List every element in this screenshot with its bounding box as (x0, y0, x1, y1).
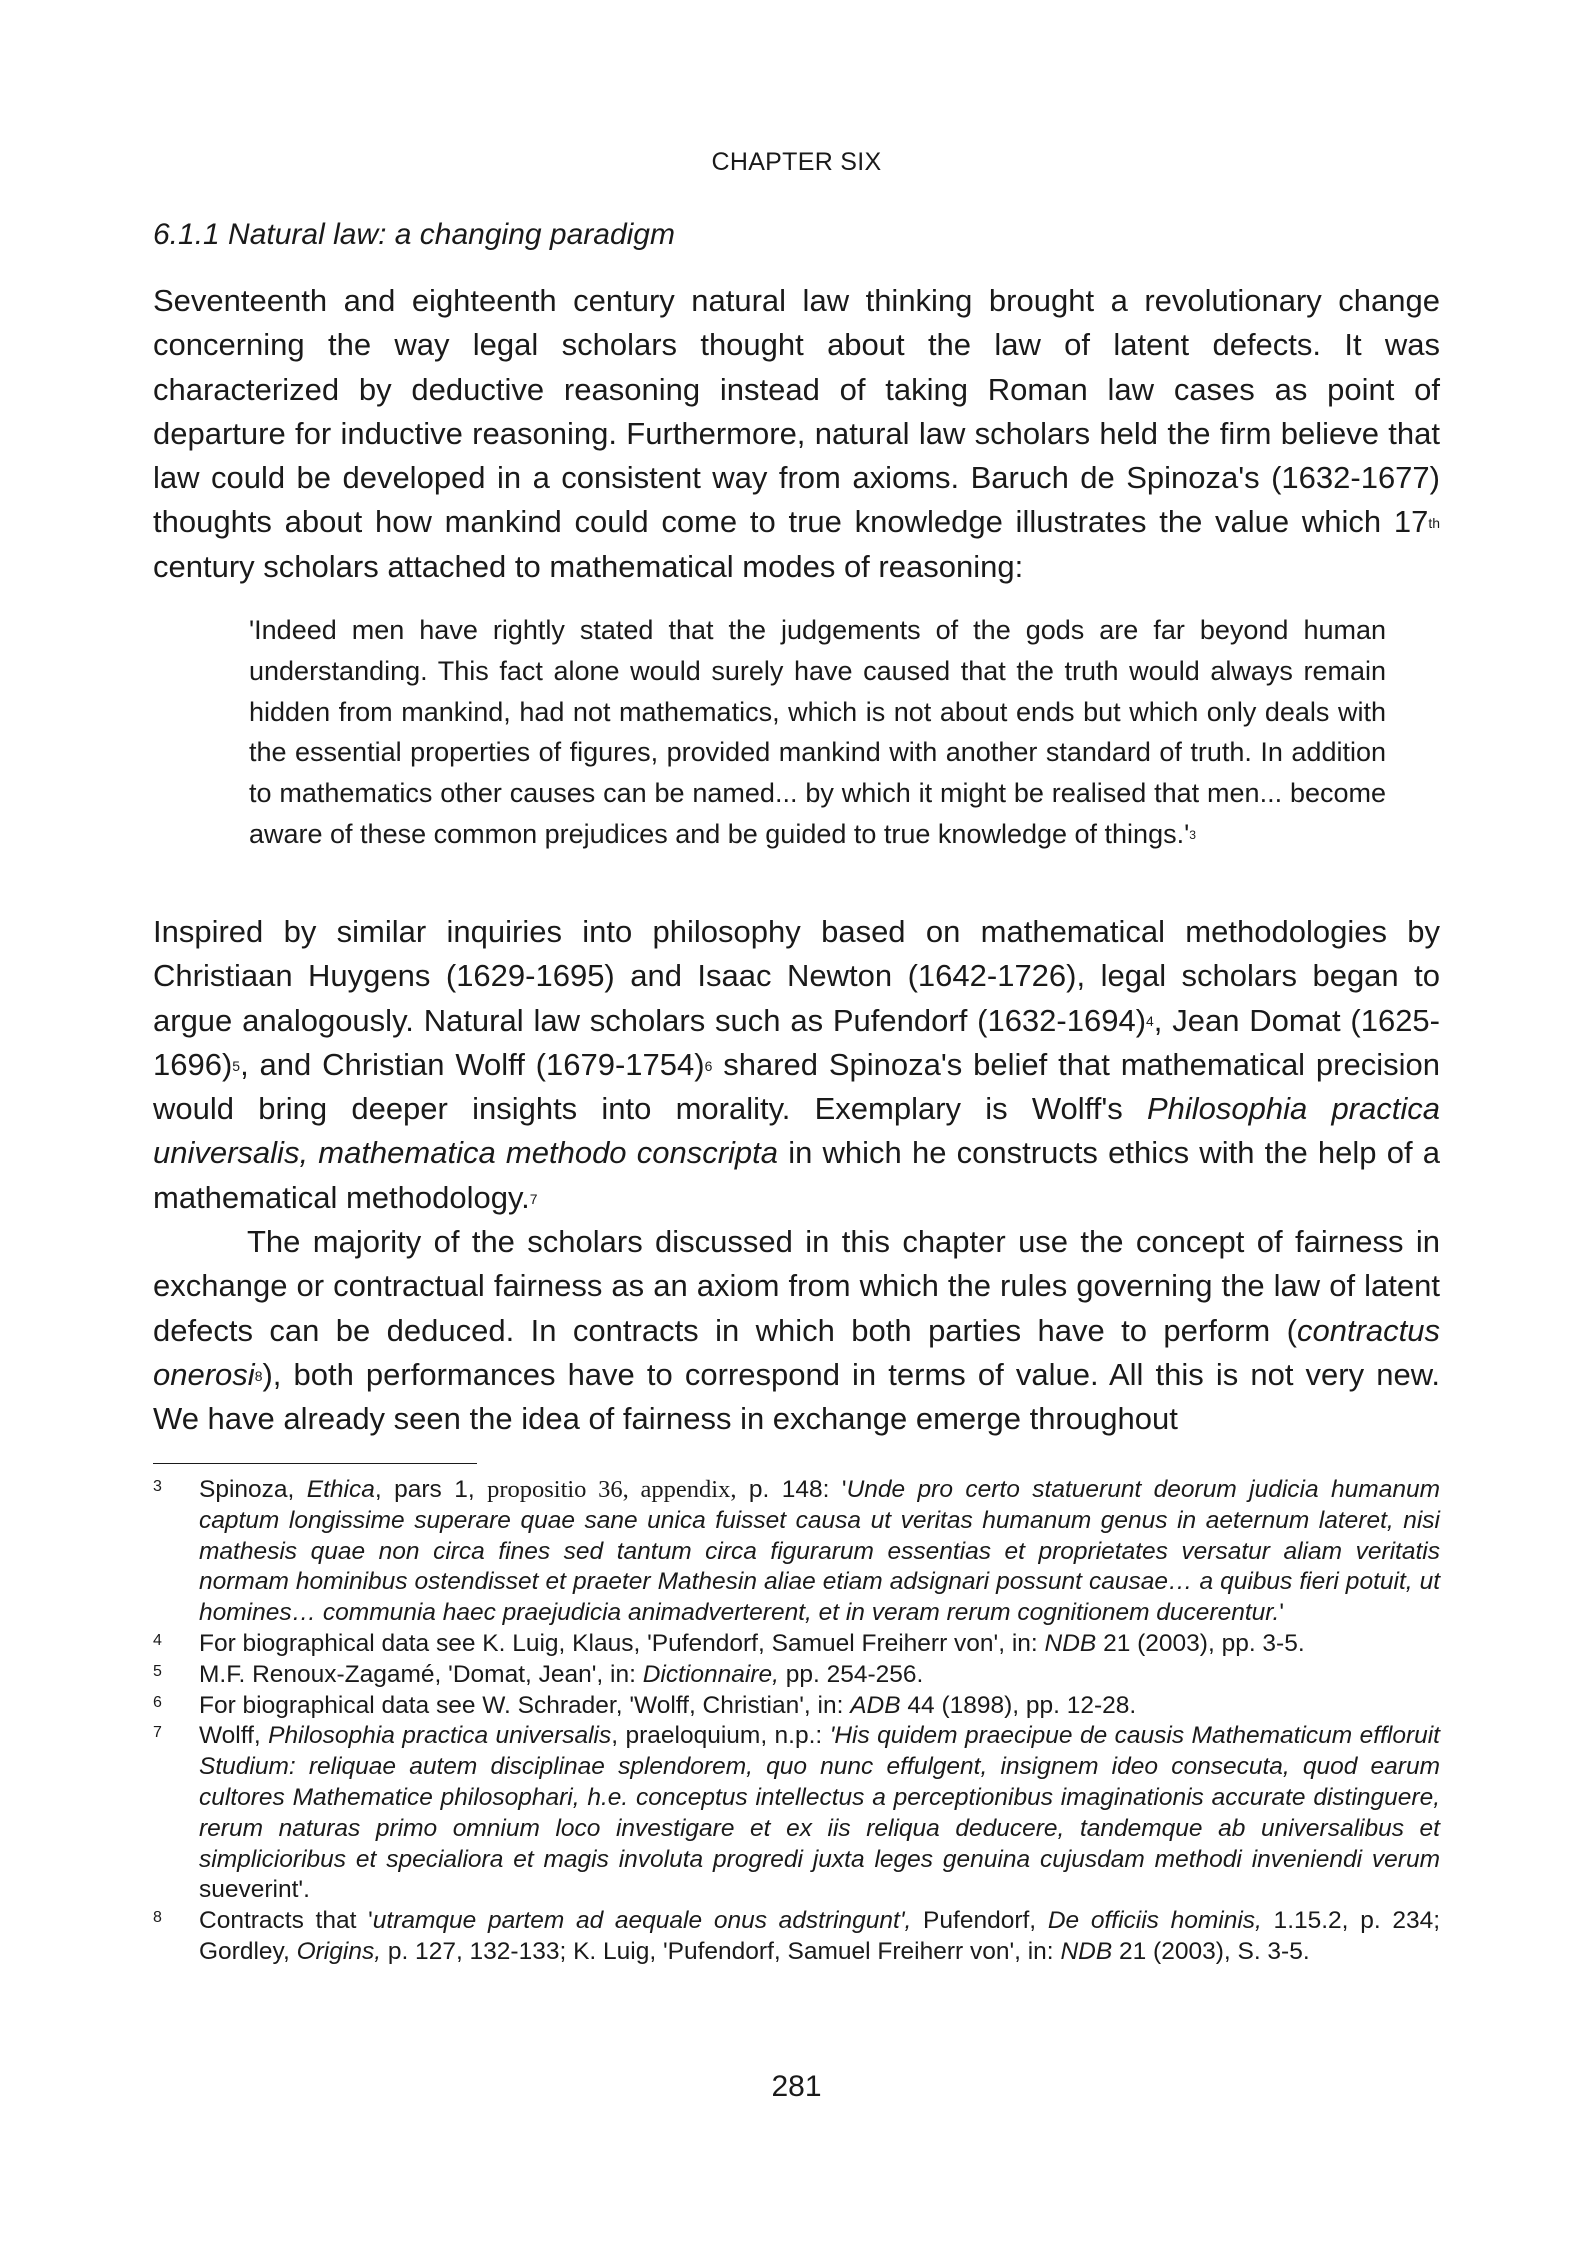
footnote-ref-4[interactable]: 4 (1146, 1013, 1154, 1030)
footnote-text: M.F. Renoux-Zagamé, 'Domat, Jean', in: Dictionnaire, pp. 254-256. (199, 1660, 924, 1688)
footnote-text: Wolff, Philosophia practica universalis, praeloquium, n.p.: 'His quidem praecipue de causis Mathematicum effloruit Studium: reliquae autem disciplinae splendorem, quo nunc effulgent, insignem ideo consecuta, quod earum cultores Mathematice philosophari, h.e. conceptus intellectus a perceptionibus imaginationis accurate distinguere, rerum naturas primo omnium loco investigare et ex iis reliqua deducere, tandemque ab universalibus et simplicioribus et specialiora et magis involuta progredi juxta leges genuina cujusdam methodi inveniendi verum sueverint'. (199, 1722, 1440, 1904)
footnote-number: 5 (153, 1662, 162, 1680)
footnote-text: For biographical data see K. Luig, Klaus, 'Pufendorf, Samuel Freiherr von', in: NDB 21 (2003), pp. 3-5. (199, 1629, 1305, 1657)
p2-text-b: , Jean Domat (1625-1696) (153, 1002, 1440, 1082)
body-paragraph-2 (153, 910, 1440, 1220)
p1-text-b: century scholars attached to mathematical modes of reasoning: (153, 548, 1024, 584)
running-head: CHAPTER SIX (711, 148, 882, 176)
footnote-4 (153, 1629, 1440, 1660)
footnote-7 (153, 1721, 1440, 1906)
book-page (153, 0, 1440, 2250)
footnote-number: 3 (153, 1478, 162, 1495)
body-paragraph-3 (153, 1220, 1440, 1441)
footnote-3 (153, 1475, 1440, 1629)
quote-text: 'Indeed men have rightly stated that the judgements of the gods are far beyond human understanding. This fact alone would surely have caused that the truth would always remain hidden from mankind, had not mathematics, which is not about ends but which only deals with the essential properties of figures, provided mankind with another standard of truth. In addition to mathematics other causes can be named... by which it might be realised that men... become aware of these common prejudices and be guided to true knowledge of things.' (249, 615, 1386, 849)
footnote-ref-3[interactable]: 3 (1189, 828, 1197, 843)
latin-term-italic: contractus onerosi (153, 1312, 1440, 1392)
p2-text-e: in which he constructs ethics with the help of a mathematical methodology. (153, 1135, 1440, 1215)
section-heading: 6.1.1 Natural law: a changing paradigm (153, 218, 675, 251)
p2-text-c: , and Christian Wolff (1679-1754) (240, 1046, 705, 1082)
footnote-ref-5[interactable]: 5 (232, 1057, 241, 1074)
footnote-ref-7[interactable]: 7 (529, 1190, 538, 1207)
footnote-8 (153, 1906, 1440, 1968)
book-title-italic: Philosophia practica universalis, mathematica methodo conscripta (153, 1091, 1440, 1171)
footnote-text: Contracts that 'utramque partem ad aequale onus adstringunt', Pufendorf, De officiis hominis, 1.15.2, p. 234; Gordley, Origins, p. 127, 132-133; K. Luig, 'Pufendorf, Samuel Freiherr von', in: NDB 21 (2003), S. 3-5. (199, 1907, 1441, 1965)
block-quote (249, 610, 1386, 855)
page-number: 281 (771, 2070, 822, 2103)
p1-text-a: Seventeenth and eighteenth century natural law thinking brought a revolutionary change concerning the way legal scholars thought about the law of latent defects. It was characterized by deductive reasoning instead of taking Roman law cases as point of departure for inductive reasoning. Furthermore, natural law scholars held the firm believe that law could be developed in a consistent way from axioms. Baruch de Spinoza's (1632-1677) thoughts about how mankind could come to true knowledge illustrates the value which 17 (153, 283, 1440, 540)
body-paragraph-1 (153, 279, 1440, 589)
footnote-6 (153, 1691, 1440, 1722)
p2-text-a: Inspired by similar inquiries into philosophy based on mathematical methodologies by Christiaan Huygens (1629-1695) and Isaac Newton (1642-1726), legal scholars began to argue analogously. Natural law scholars such as Pufendorf (1632-1694) (153, 914, 1440, 1038)
body-paragraphs-2-3 (153, 910, 1440, 1442)
p3-text-b: ), both performances have to correspond in terms of value. All this is not very new. We have already seen the idea of fairness in exchange emerge throughout (153, 1356, 1440, 1437)
footnote-number: 6 (153, 1693, 162, 1711)
footnote-text: For biographical data see W. Schrader, 'Wolff, Christian', in: ADB 44 (1898), pp. 12-28. (199, 1691, 1137, 1719)
footnotes (153, 1475, 1440, 1968)
footnote-ref-6[interactable]: 6 (704, 1057, 713, 1074)
footnote-number: 4 (153, 1631, 162, 1649)
footnote-number: 8 (153, 1909, 162, 1927)
ordinal-superscript: th (1428, 515, 1440, 532)
p2-text-d: shared Spinoza's belief that mathematical precision would bring deeper insights into morality. Exemplary is Wolff's (153, 1046, 1440, 1127)
footnote-number: 7 (153, 1724, 162, 1742)
footnote-ref-8[interactable]: 8 (254, 1367, 263, 1384)
footnote-5 (153, 1660, 1440, 1691)
footnote-divider (153, 1463, 477, 1464)
p3-text-a: The majority of the scholars discussed in this chapter use the concept of fairness in exchange or contractual fairness as an axiom from which the rules governing the law of latent defects can be deduced. In contracts in which both parties have to perform ( (153, 1224, 1440, 1348)
footnote-text: Spinoza, Ethica, pars 1, propositio 36, appendix, p. 148: 'Unde pro certo statuerunt deorum judicia humanum captum longissime superare quae sane unica fuisset causa ut veritas humanum genus in aeternum lateret, nisi mathesis quae non circa fines sed tantum circa figurarum essentias et proprietates versatur aliam veritatis normam hominibus ostendisset et praeter Mathesin aliae etiam adsignari possunt causae… a quibus fieri potuit, ut homines… communia haec praejudicia animadverterent, et in veram rerum cognitionem ducerentur.' (199, 1476, 1441, 1627)
